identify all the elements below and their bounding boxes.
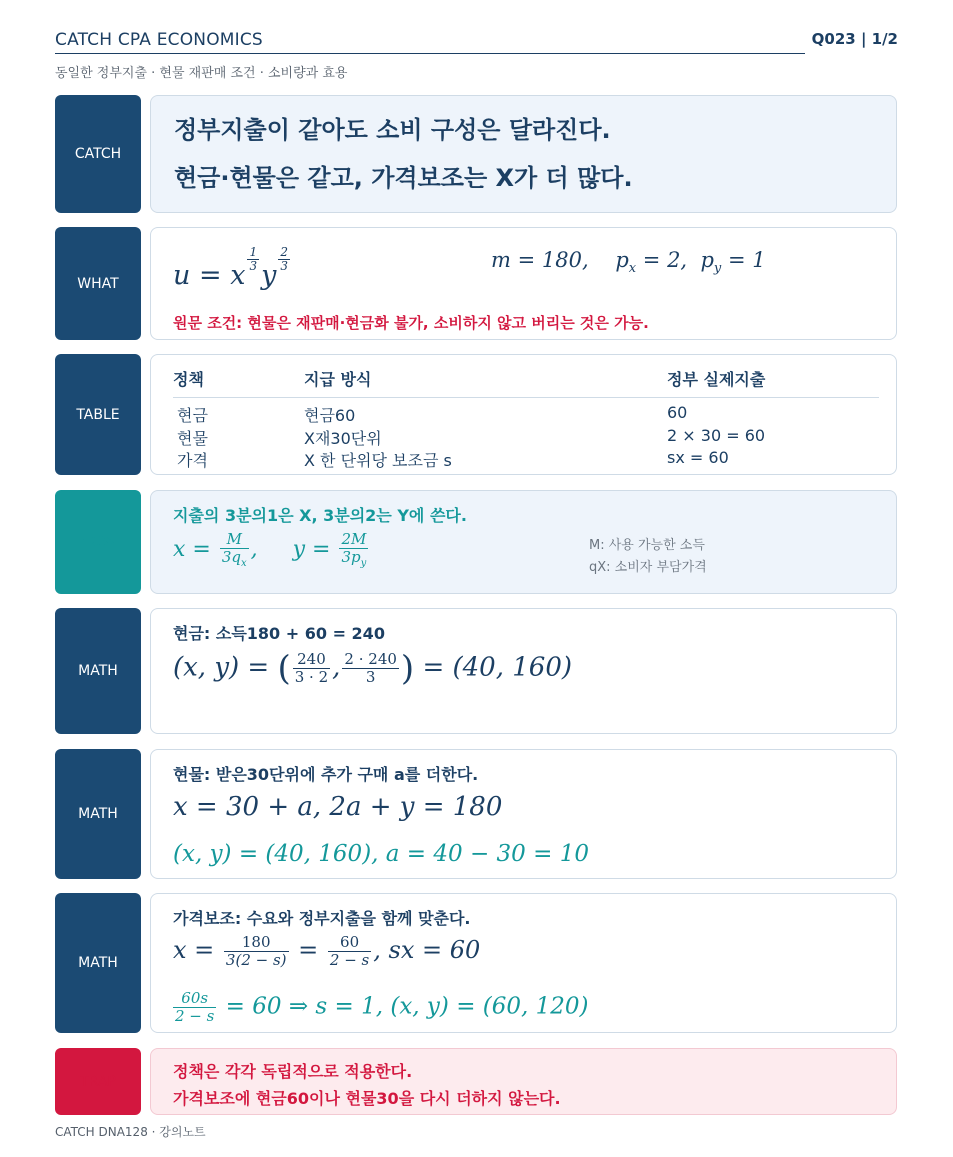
table-header-method: 지급 방식 xyxy=(304,370,372,389)
label-math-subsidy: MATH xyxy=(55,893,141,1033)
subsidy-equation-1: x = $\frac{180}{3(2 - s)}$ = $\frac{60}{2 - s}$ , sx = 60 xyxy=(173,933,481,969)
table-cell: 2 × 30 = 60 xyxy=(667,426,766,445)
utility-x: x xyxy=(230,260,246,292)
catch-line-1: 정부지출이 같아도 소비 구성은 달라진다. xyxy=(174,116,611,144)
note-price: qX: 소비자 부담가격 xyxy=(589,560,707,575)
table-divider xyxy=(173,397,879,398)
inkind-equation-2: (x, y) = (40, 160), a = 40 − 30 = 10 xyxy=(173,841,589,867)
table-cell: 60 xyxy=(667,403,688,422)
label-table: TABLE xyxy=(55,354,141,475)
utility-y: y xyxy=(261,260,277,292)
fx-fraction: $\frac{M}{3q_x}$ xyxy=(221,530,247,569)
label-how: HOW xyxy=(55,490,141,594)
utility-eq: = xyxy=(198,260,222,292)
table-header-spending: 정부 실제지출 xyxy=(667,370,766,389)
label-trap: TRAP xyxy=(55,1048,141,1115)
table-cell: 현금 xyxy=(177,406,208,425)
table-cell: 현물 xyxy=(177,429,208,448)
page-footer: CATCH DNA128 · 강의노트 xyxy=(55,1125,206,1139)
catch-panel xyxy=(150,95,897,213)
utility-u: u xyxy=(173,260,191,292)
cash-equation: (x, y) = ( $\frac{240}{3 \cdot 2}$ , $\frac{2 \cdot 240}{3}$ ) = (40, 160) xyxy=(173,648,573,689)
price-income-params: m = 180, $p_x = 2$, $p_y = 1$ xyxy=(491,248,766,277)
param-py: = 1 xyxy=(721,248,766,272)
page-subtitle: 동일한 정부지출 · 현물 재판매 조건 · 소비량과 효용 xyxy=(55,66,348,81)
inkind-equation-1: x = 30 + a, 2a + y = 180 xyxy=(173,792,503,822)
table-cell: X 한 단위당 보조금 s xyxy=(304,451,452,470)
trap-panel xyxy=(150,1048,897,1115)
catch-line-2: 현금·현물은 같고, 가격보조는 X가 더 많다. xyxy=(174,164,633,192)
label-catch: CATCH xyxy=(55,95,141,213)
what-panel xyxy=(150,227,897,340)
table-panel xyxy=(150,354,897,475)
demand-rule: 지출의 3분의1은 X, 3분의2는 Y에 쓴다. xyxy=(173,506,467,525)
exp-x: $\frac{1}{3}$ xyxy=(249,245,258,274)
math-inkind-panel xyxy=(150,749,897,879)
exp-y: $\frac{2}{3}$ xyxy=(280,245,288,274)
inkind-title: 현물: 받은30단위에 추가 구매 a를 더한다. xyxy=(173,765,479,784)
param-px: = 2, xyxy=(636,248,688,272)
subsidy-title: 가격보조: 수요와 정부지출을 함께 맞춘다. xyxy=(173,909,471,928)
math-subsidy-panel xyxy=(150,893,897,1033)
original-condition: 원문 조건: 현물은 재판매·현금화 불가, 소비하지 않고 버리는 것은 가능. xyxy=(173,314,649,332)
table-cell: 현금60 xyxy=(304,406,356,425)
label-what: WHAT xyxy=(55,227,141,340)
math-cash-panel xyxy=(150,608,897,734)
utility-function xyxy=(173,246,292,291)
page-header xyxy=(55,28,898,56)
how-panel xyxy=(150,490,897,594)
trap-line-2: 가격보조에 현금60이나 현물30을 다시 더하지 않는다. xyxy=(173,1089,561,1108)
subsidy-equation-2: $\frac{60s}{2 - s}$ = 60 ⇒ s = 1, (x, y) = (60, 120) xyxy=(175,989,589,1025)
question-id: Q023 | 1/2 xyxy=(811,30,898,48)
cash-title: 현금: 소득180 + 60 = 240 xyxy=(173,624,385,643)
trap-line-1: 정책은 각각 독립적으로 적용한다. xyxy=(173,1062,413,1081)
table-cell: 가격 xyxy=(177,451,208,470)
table-header-policy: 정책 xyxy=(173,370,204,389)
label-math-cash: MATH xyxy=(55,608,141,734)
header-divider xyxy=(55,53,805,54)
note-income: M: 사용 가능한 소득 xyxy=(589,538,705,553)
table-cell: sx = 60 xyxy=(667,448,729,467)
fy-fraction: $\frac{2M}{3p_y}$ xyxy=(341,530,367,569)
demand-formulas: x = $\frac{M}{3q_x}$ , y = $\frac{2M}{3p_y}$ xyxy=(173,530,367,569)
brand-title: CATCH CPA ECONOMICS xyxy=(55,30,263,50)
param-m: m = 180, xyxy=(491,248,589,272)
label-math-inkind: MATH xyxy=(55,749,141,879)
table-cell: X재30단위 xyxy=(304,429,382,448)
